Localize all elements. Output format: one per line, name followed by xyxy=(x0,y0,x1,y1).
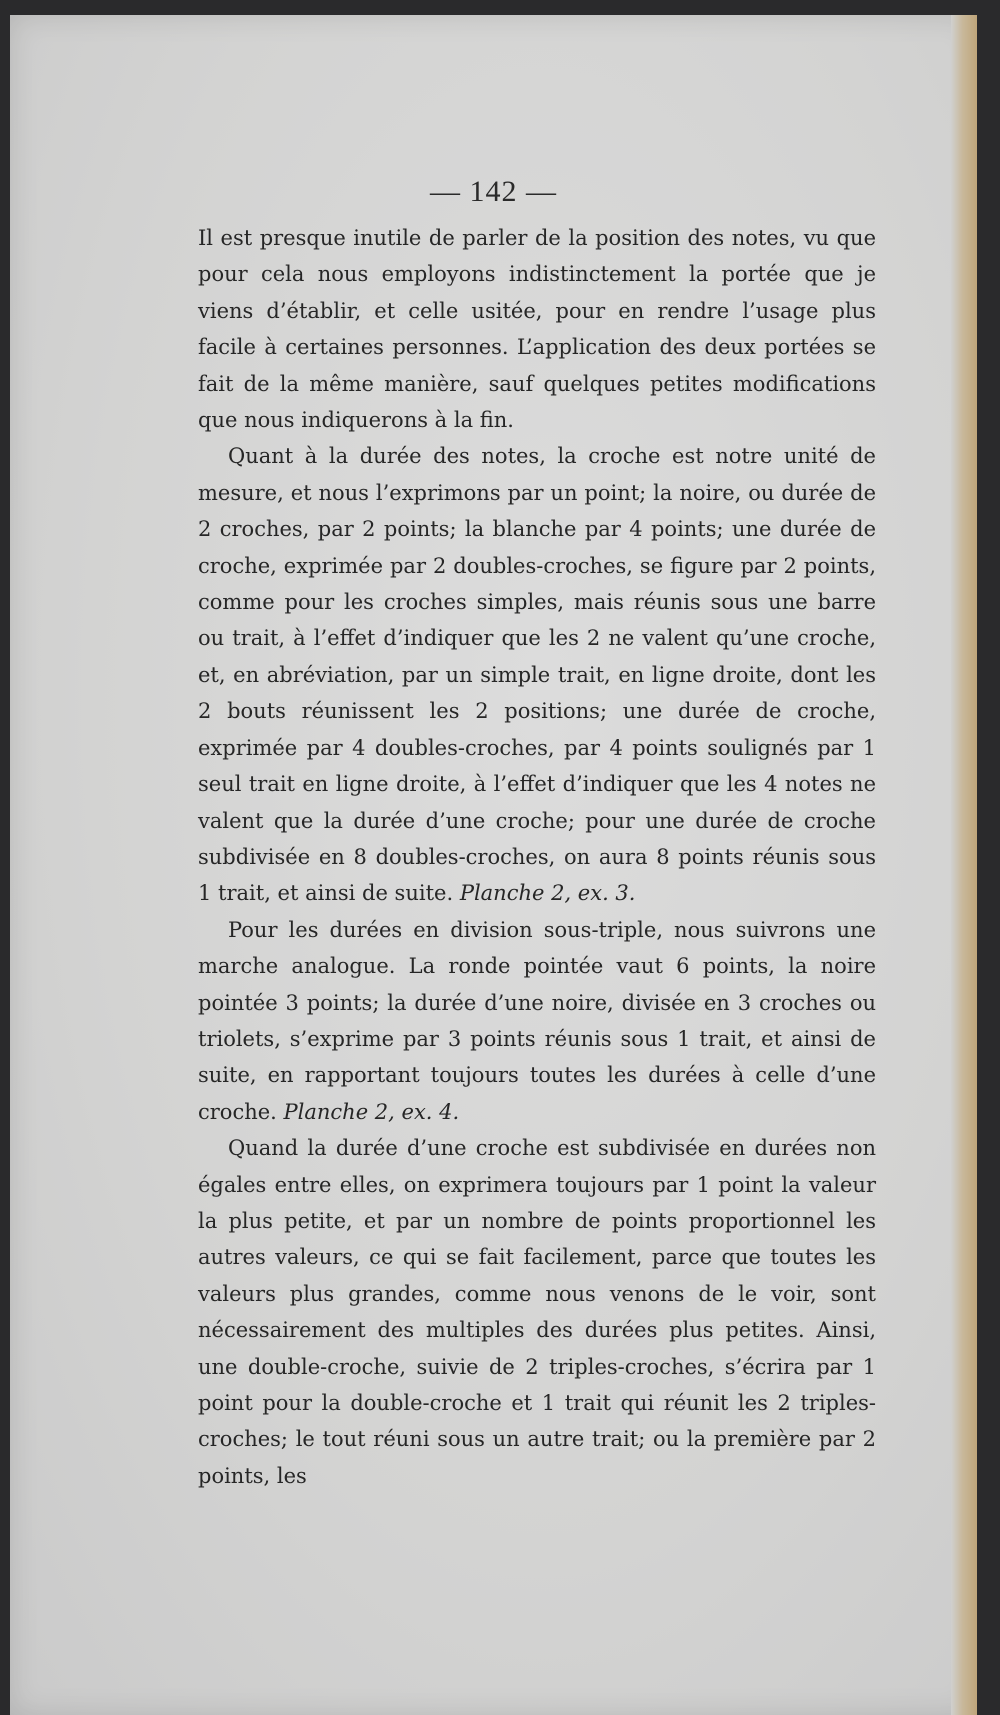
paragraph-text: Quant à la durée des notes, la croche est notre unité de mesure, et nous l’exprimons par un point; la noire, ou durée de 2 croches, par 2 points; la blanche par 4 points; une durée de croche, exprimée par 2 doubles-croches, se figure par 2 points, comme pour les croches simples, mais réunis sous une barre ou trait, à l’effet d’indiquer que les 2 ne valent qu’une croche, et, en abréviation, par un simple trait, en ligne droite, dont les 2 bouts réunissent les 2 positions; une durée de croche, exprimée par 4 doubles-croches, par 4 points soulignés par 1 seul trait en ligne droite, à l’effet d’indiquer que les 4 notes ne valent que la durée d’une croche; pour une durée de croche subdivisée en 8 doubles-croches, on aura 8 points réunis sous 1 trait, et ainsi de suite. xyxy=(198,444,876,906)
paragraph-text: Quand la durée d’une croche est subdivisée en durées non égales entre elles, on exprimera toujours par 1 point la valeur la plus petite, et par un nombre de points proportionnel les autres valeurs, ce qui se fait facilement, parce que toutes les valeurs plus grandes, comme nous venons de le voir, sont nécessairement des multiples des durées plus petites. Ainsi, une double-croche, suivie de 2 triples-croches, s’écrira par 1 point pour la double-croche et 1 trait qui réunit les 2 triples-croches; le tout réuni sous un autre trait; ou la première par 2 points, les xyxy=(198,1136,876,1488)
paragraph-4 xyxy=(198,1130,876,1494)
plate-reference: Planche 2, ex. 4. xyxy=(283,1099,460,1124)
paragraph-text: Pour les durées en division sous-triple, nous suivrons une marche analogue. La ronde pointée vaut 6 points, la noire pointée 3 points; la durée d’une noire, divisée en 3 croches ou triolets, s’exprime par 3 points réunis sous 1 trait, et ainsi de suite, en rapportant toujours toutes les durées à celle d’une croche. xyxy=(198,917,876,1124)
page-number: — 142 — xyxy=(430,175,557,208)
paragraph-2 xyxy=(198,438,876,911)
book-page xyxy=(10,15,977,1715)
paragraph-text: Il est presque inutile de parler de la position des notes, vu que pour cela nous employons indistinctement la portée que je viens d’établir, et celle usitée, pour en rendre l’usage plus facile à certaines personnes. L’application des deux portées se fait de la même manière, sauf quelques petites modifications que nous indiquerons à la fin. xyxy=(198,226,876,433)
paragraph-3 xyxy=(198,912,876,1130)
page-edge xyxy=(951,15,977,1715)
paragraph-1 xyxy=(198,220,876,438)
plate-reference: Planche 2, ex. 3. xyxy=(459,881,636,906)
body-text xyxy=(198,220,876,1494)
